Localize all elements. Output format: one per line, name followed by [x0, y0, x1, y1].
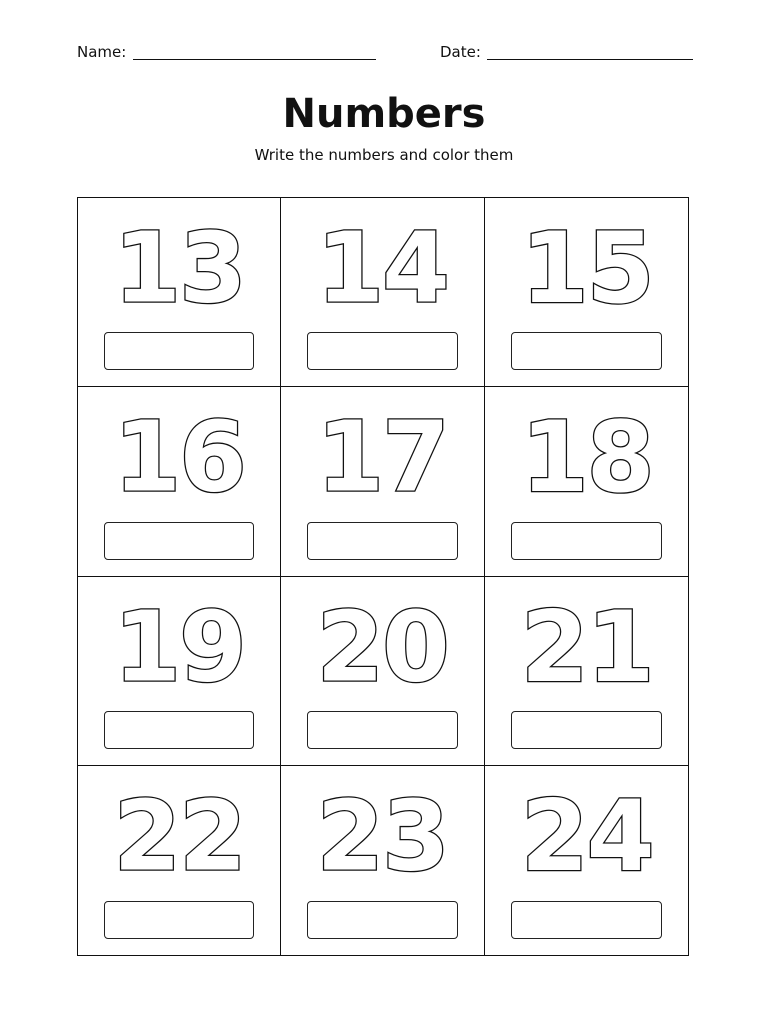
outline-number[interactable] [281, 779, 483, 893]
outline-number[interactable] [281, 590, 483, 704]
number-text: 19 [113, 590, 245, 704]
date-line[interactable] [487, 59, 693, 60]
number-cell [485, 577, 688, 766]
outline-number[interactable] [78, 400, 280, 514]
number-cell [78, 577, 281, 766]
number-grid [77, 197, 689, 956]
outline-number[interactable] [485, 779, 688, 894]
outline-number[interactable] [78, 779, 280, 893]
write-box[interactable] [307, 711, 457, 749]
number-cell [281, 198, 484, 387]
write-box[interactable] [104, 901, 254, 939]
number-text: 23 [316, 779, 449, 893]
outline-number[interactable] [485, 401, 688, 516]
number-text: 21 [520, 590, 653, 705]
page-subtitle: Write the numbers and color them [254, 146, 514, 164]
outline-number[interactable] [485, 590, 688, 705]
write-box[interactable] [307, 522, 457, 560]
number-text: 14 [316, 211, 449, 325]
number-cell [485, 766, 688, 955]
outline-number[interactable] [281, 400, 483, 514]
write-box[interactable] [307, 901, 457, 939]
number-text: 16 [113, 400, 245, 514]
page-title: Numbers [282, 91, 486, 137]
write-box[interactable] [511, 711, 662, 749]
number-cell [281, 387, 484, 576]
write-box[interactable] [104, 711, 254, 749]
outline-number[interactable] [78, 590, 280, 704]
number-cell [78, 387, 281, 576]
number-text: 22 [113, 779, 245, 893]
number-cell [281, 766, 484, 955]
write-box[interactable] [511, 332, 662, 370]
write-box[interactable] [104, 522, 254, 560]
number-cell [281, 577, 484, 766]
number-text: 17 [316, 400, 449, 514]
number-text: 24 [520, 779, 653, 894]
write-box[interactable] [511, 901, 662, 939]
outline-number[interactable] [485, 211, 688, 326]
number-text: 13 [113, 211, 245, 325]
number-cell [485, 198, 688, 387]
write-box[interactable] [104, 332, 254, 370]
outline-number[interactable] [281, 211, 483, 325]
number-text: 20 [316, 590, 449, 704]
name-line[interactable] [133, 59, 376, 60]
header-row [77, 40, 693, 64]
date-label: Date: [440, 43, 481, 61]
write-box[interactable] [511, 522, 662, 560]
number-cell [485, 387, 688, 576]
number-text: 15 [520, 211, 653, 326]
name-label: Name: [77, 43, 127, 61]
number-text: 18 [520, 401, 653, 516]
number-cell [78, 198, 281, 387]
number-cell [78, 766, 281, 955]
outline-number[interactable] [78, 211, 280, 325]
write-box[interactable] [307, 332, 457, 370]
